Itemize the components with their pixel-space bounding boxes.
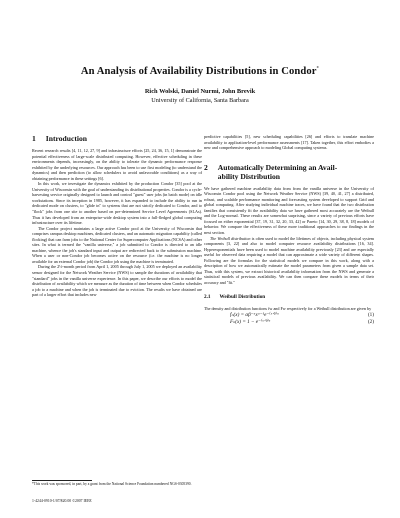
section-number: 2 — [204, 162, 208, 172]
section-2-paragraph-2: The Weibull distribution is often used to model the lifetimes of objects, including physical system components [3, 22] and also to model computer resource availability distributions [16, 34]. Hyperexponentials have been used to model machine availability previously [23] and are especially useful for observed data requiring a model that can approximate a wide variety of different shapes. Following are the formulas for the statistical models we compare in this work, along with a description of how we automatically estimate the model parameters from given a sample data set. Thus, with this system, we extract historical availability information from the NWS and generate a statistical models of previous availability. We can then compare these models in terms of their accuracy and "fit." — [204, 235, 375, 285]
intro-paragraph-continued: predictive capabilities [5], new scheduling capabilities [26] and efforts to translate machine availability to application-level performance assessments [17]. Taken together, this effort embodies a new and comprehensive approach to modeling Global computing systems. — [204, 134, 374, 151]
section-2-paragraph-1: We have gathered machine availability data from from the vanilla universe in the University of Wisconsin Condor pool using the Network Weather Service (NWS) [39, 40, 41, 27] a distributed, robust, and scalable performance monitoring and forecasting system developed to support Grid and global computing. After studying individual machine traces, we have found that the two distribution families that consistently fit the availability data we have gathered most accurately are the Weibull and the Log-normal. These results are somewhat surprising, since a variety of previous efforts have focused on either exponential [37, 19, 31, 32, 20, 33, 42] or Pareto [14, 30, 29, 38, 8, 18] models of behavior. We compare the effectiveness of these more traditional approaches to our findings in the next section. — [204, 185, 374, 236]
equation-expression: Fₙ(x) = 1 − e⁻⁽ˣᐟᵝ⁾ᵅ — [230, 319, 271, 326]
subsection-2-1-paragraph: The density and distribution functions fw and Fw respectively for a Weibull distribution are given by — [204, 305, 372, 311]
subsection-title: Weibull Distribution — [219, 294, 266, 301]
right-column — [204, 134, 374, 327]
intro-paragraph-2: In this work, we investigate the dynamics exhibited by the production Condor [35] pool at the University of Wisconsin with the goal of understanding its distributional properties. Condor is a cycle-harvesting service originally designed to launch and control "guest" user jobs (in batch mode) on idle workstations. Since its inception in 1985, however, it has expanded to include the ability to run in dedicated mode on clusters, to "glide in" to systems that are not strictly dedicated to Condor, and to "flock" jobs from one site to another based on pre-determined Service Level Agreements (SLAs). Thus it has developed from an enterprise-wide desktop system into a full-fledged global computing infrastructure over its lifetime. — [32, 181, 202, 226]
intro-paragraph-4: During the 2½-month period from April 1, 2005 through July 1, 2005 we deployed an availability sensor designed for the Network Weather Service (NWS) to sample the durations of availability that "standard" jobs in the vanilla universe experience. In this paper, we describe our efforts to model the distribution of availability which we measure as the duration of time between when Condor schedules a job to a machine and when the job is terminated due to eviction. The results we have obtained are part of a larger effort that includes new — [32, 264, 202, 298]
equation-number: (1) — [367, 311, 374, 318]
affiliation: University of California, Santa Barbara — [151, 97, 249, 104]
paper-title: An Analysis of Availability Distributions in Condor* — [80, 66, 320, 77]
section-2-heading — [204, 163, 374, 181]
footnote: *This work was sponsored, in part, by a grant from the National Science Foundation numbered NGS-0305390. — [32, 482, 192, 486]
section-title: Automatically Determining an Avail- ability Distribution — [217, 162, 338, 181]
intro-paragraph-1: Recent research results [4, 11, 12, 27, 9] and infrastructure efforts [25, 24, 36, 15, 1] demonstrate the potential effectiveness of large-scale distributed computing. However, effective scheduling in these environments depends, increasingly, on the ability to tolerate the dynamic performance response exhibited by the underlying resources. Our approach has been to use first modeling (to understand the dynamics) and then prediction (to allow schedulers to avoid unfavorable conditions) as a way of obtaining performance in these settings [6]. — [32, 148, 202, 181]
section-number: 1 — [32, 134, 36, 143]
subsection-number: 2.1 — [204, 294, 211, 301]
section-title: Introduction — [45, 134, 88, 143]
equation-2 — [204, 319, 374, 327]
publication-id: 1-4244-0910-1/07/$20.00 ©2007 IEEE — [32, 499, 92, 503]
section-1-heading — [32, 134, 202, 143]
footnote-rule — [32, 480, 92, 481]
intro-paragraph-3: The Condor project maintains a large active Condor pool at the University of Wisconsin that comprises campus desktop machines, dedicated clusters, and an automatic migration capability (called flocking) that can farm jobs to the National Center for Supercomputer Applications (NCSA) and other sites. In what is termed the "vanilla universe," a job submitted to Condor is directed to an idle machine, whence the job's standard input and output are redirected back to the submission machine. When a user or non-Condor job becomes active on the resource (i.e. the machine is no longer available for an external Condor job) the Condor job using the machine is terminated. — [32, 225, 202, 264]
weibull-emphasis: The Weibull distribution — [210, 235, 251, 241]
left-column — [32, 134, 202, 298]
equation-number: (2) — [367, 319, 374, 326]
equation-1 — [204, 312, 374, 320]
equation-expression: fₙ(x) = αβ⁻ᵅxᵅ⁻¹e⁻⁽ˣᐟᵝ⁾ᵅ — [230, 311, 279, 318]
title-footnote-marker: * — [316, 66, 320, 72]
author-list: Rich Wolski, Daniel Nurmi, John Brevik — [144, 88, 256, 95]
